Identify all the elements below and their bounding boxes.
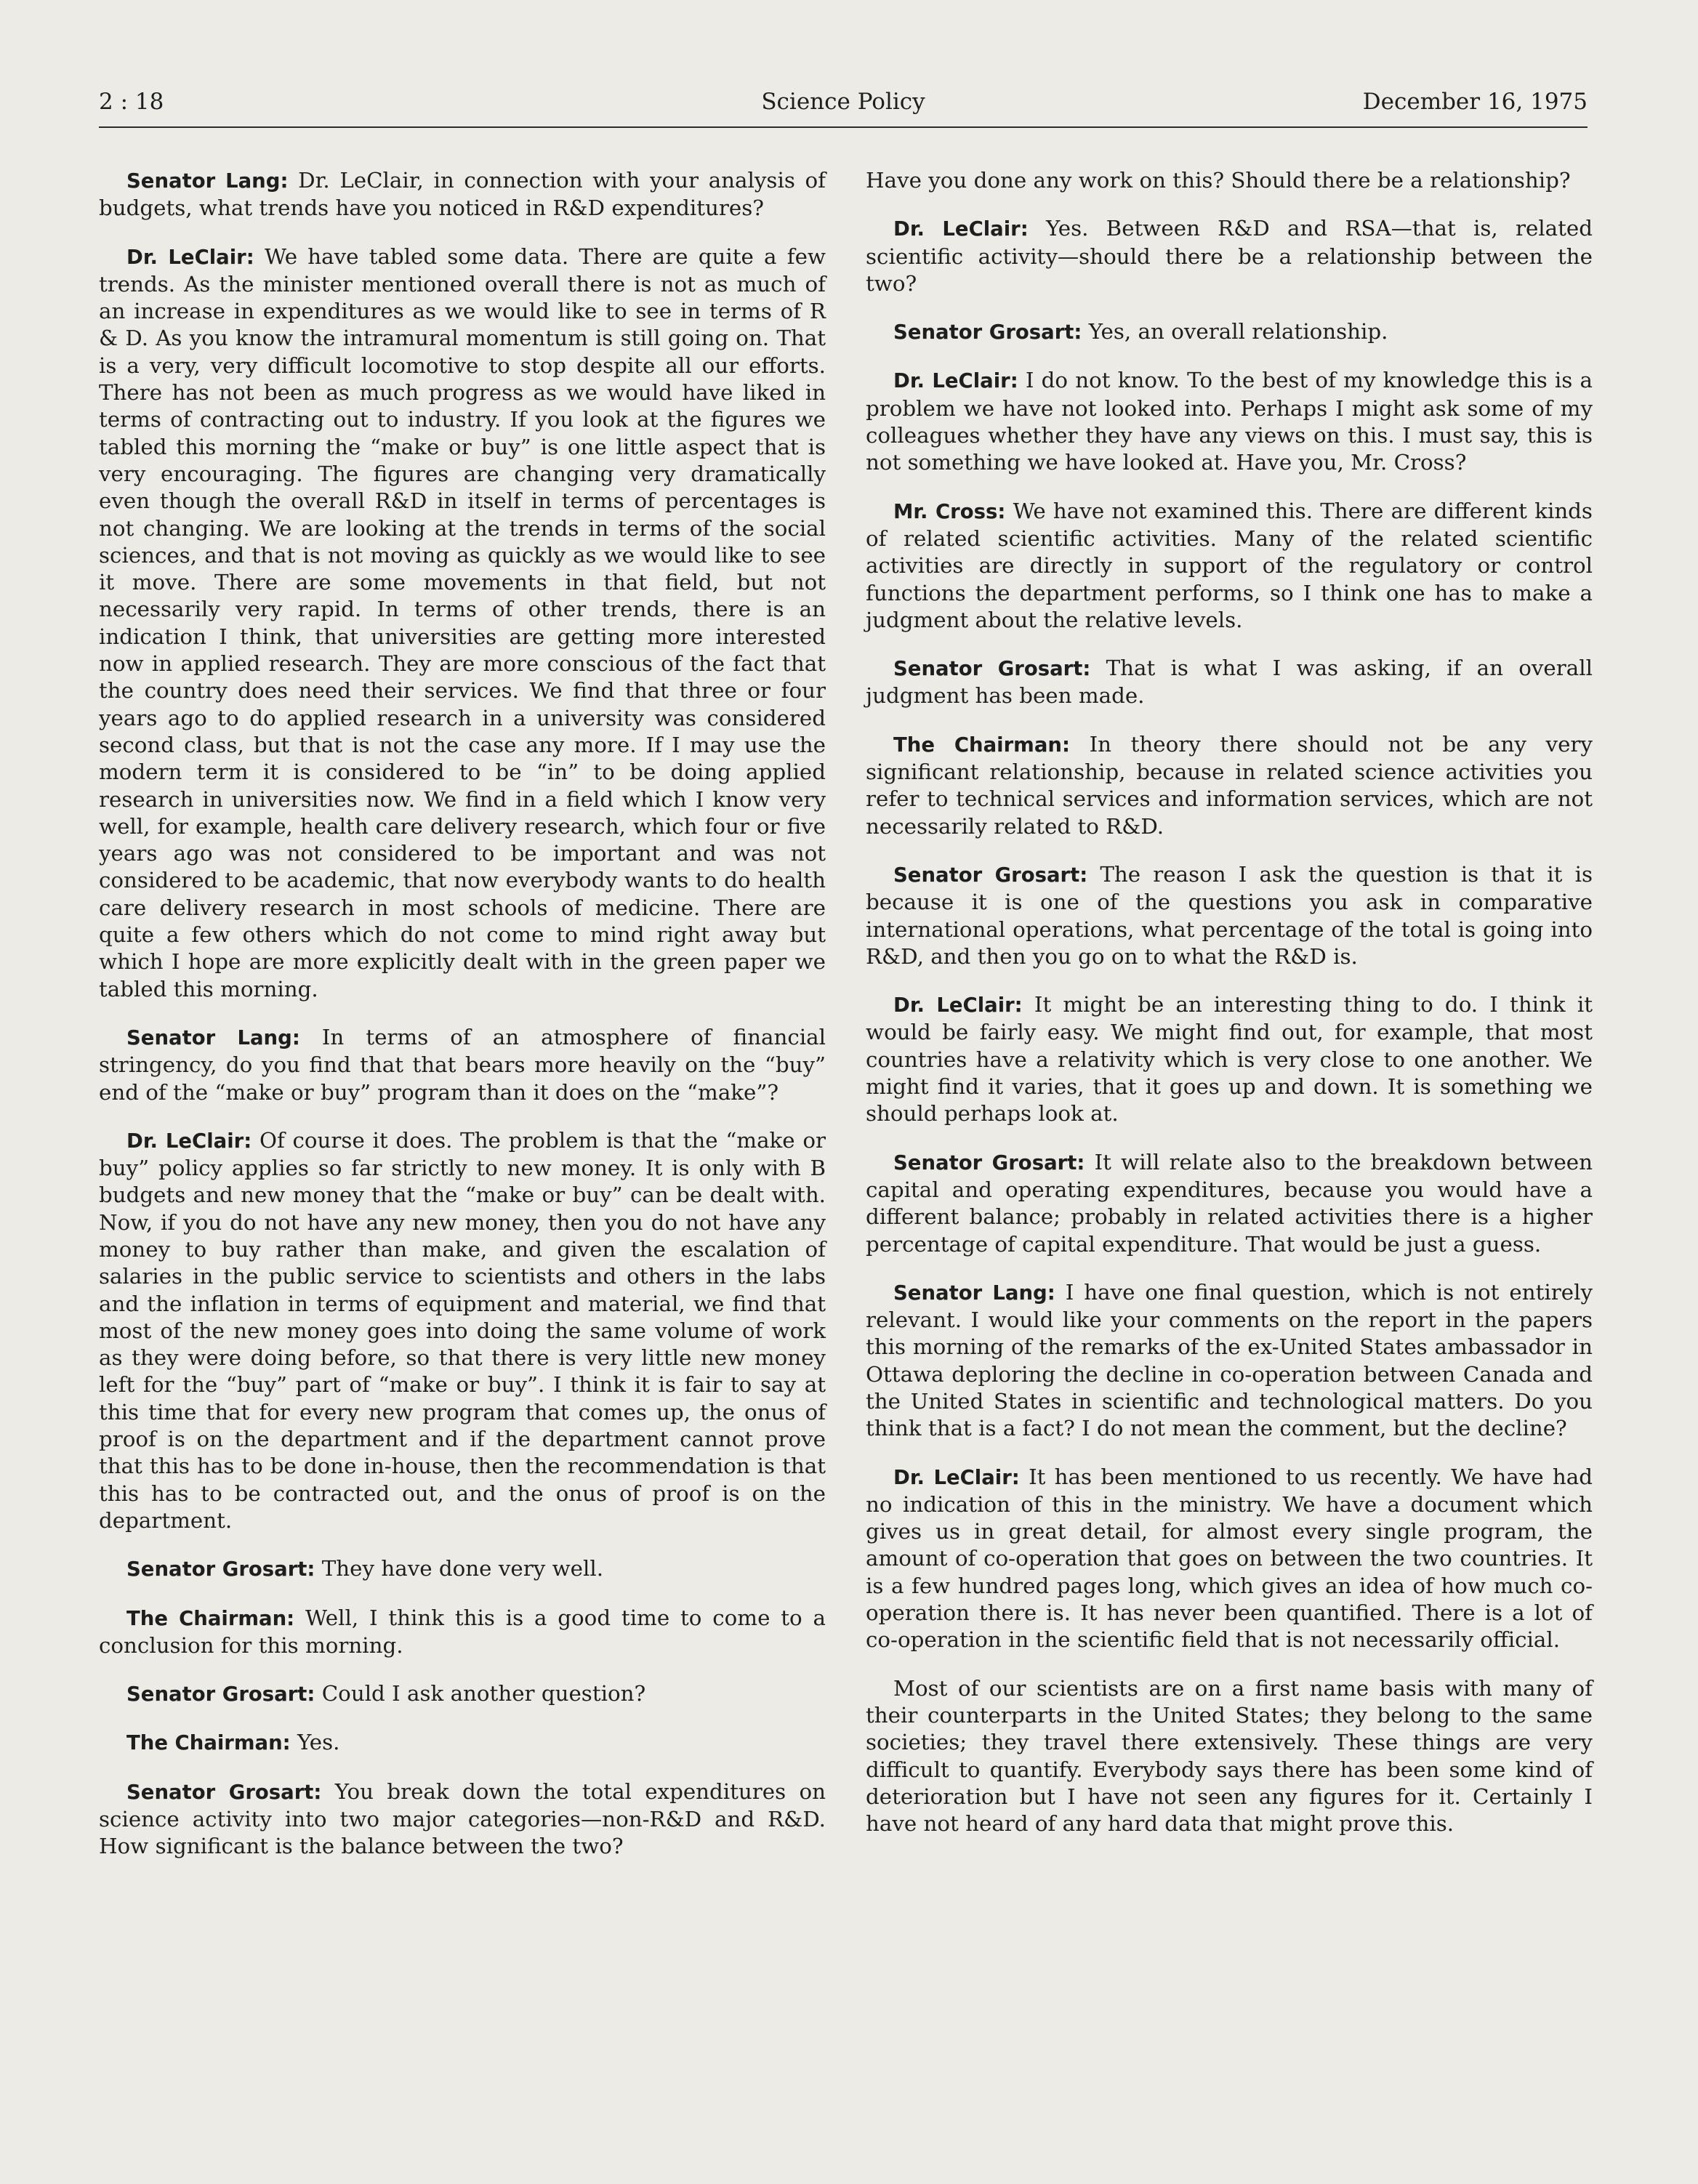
paragraph <box>99 1680 826 1708</box>
paragraph <box>866 655 1593 710</box>
paragraph-text: In theory there should not be any very significant relationship, because in related science activities you refer to technical services and information services, which are not necessarily related to R&D. <box>866 731 1593 839</box>
speaker: The Chairman: <box>893 733 1070 757</box>
speaker: Senator Lang: <box>893 1281 1055 1305</box>
paragraph <box>99 1778 826 1861</box>
page-header <box>99 86 1588 128</box>
paragraph-text: Most of our scientists are on a first name basis with many of their counterparts in the United States; they belong to the same societies; they travel there extensively. These things are very difficult to quantify. Everybody says there has been some kind of deterioration but I have not seen any figures for it. Certainly I have not heard of any hard data that might prove this. <box>866 1675 1593 1837</box>
paragraph-continuation <box>866 167 1593 194</box>
speaker: Senator Grosart: <box>893 321 1082 344</box>
speaker: Dr. LeClair: <box>893 1465 1020 1489</box>
paragraph-text: Yes, an overall relationship. <box>1088 319 1388 344</box>
paragraph <box>866 498 1593 634</box>
speaker: Mr. Cross: <box>893 499 1006 523</box>
paragraph <box>866 731 1593 840</box>
speaker: Senator Lang: <box>126 169 289 193</box>
speaker: Dr. LeClair: <box>126 1129 252 1153</box>
speaker: Dr. LeClair: <box>893 217 1029 241</box>
paragraph <box>866 1149 1593 1258</box>
paragraph-text: Of course it does. The problem is that the “make or buy” policy applies so far strictly to new money. It is only with B budgets and new money that the “make or buy” can be dealt with. Now, if you do not have any new money, then you do not have any money to buy rather than make, and given the escalation of salaries in the public service to scientists and others in the labs and the inflation in terms of equipment and material, we find that most of the new money goes into doing the same volume of work as they were doing before, so that there is very little new money left for the “buy” part of “make or buy”. I think it is fair to say at this time that for every new program that comes up, the onus of proof is on the department and if the department cannot prove that this has to be done in-house, then the recommendation is that this has to be contracted out, and the onus of proof is on the department. <box>99 1127 826 1533</box>
left-column <box>99 167 826 1882</box>
issue-date: December 16, 1975 <box>1362 89 1588 115</box>
speaker: Senator Grosart: <box>126 1683 315 1706</box>
paragraph-text: We have tabled some data. There are quite a few trends. As the minister mentioned overall there is not as much of an increase in expenditures as we would like to see in terms of R & D. As you know the intramural momentum is still going on. That is a very, very difficult locomotive to stop despite all our efforts. There has not been as much progress as we would have liked in terms of contracting out to industry. If you look at the figures we tabled this morning the “make or buy” is one little aspect that is very encouraging. The figures are changing very dramatically even though the overall R&D in itself in terms of percentages is not changing. We are looking at the trends in terms of the social sciences, and that is not moving as quickly as we would like to see it move. There are some movements in that field, but not necessarily very rapid. In terms of other trends, there is an indication I think, that universities are getting more interested now in applied research. They are more conscious of the fact that the country does need their services. We find that three or four years ago to do applied research in a university was considered second class, but that is not the case any more. If I may use the modern term it is considered to be “in” to be doing applied research in universities now. We find in a field which I know very well, for example, health care delivery research, which four or five years ago was not considered to be important and was not considered to be academic, that now everybody wants to do health care delivery research in most schools of medicine. There are quite a few others which do not come to mind right away but which I hope are more explicitly dealt with in the green paper we tabled this morning. <box>99 243 826 1002</box>
paragraph-text: Yes. Between R&D and RSA—that is, related scientific activity—should there be a relationship between the two? <box>866 216 1593 296</box>
paragraph <box>99 1127 826 1534</box>
speaker: The Chairman: <box>126 1606 295 1630</box>
paragraph <box>99 1555 826 1583</box>
paragraph-text: You break down the total expenditures on science activity into two major categories—non-R&D and R&D. How significant is the balance between the two? <box>99 1778 826 1859</box>
paragraph-text: Dr. LeClair, in connection with your analysis of budgets, what trends have you noticed in R&D expenditures? <box>99 168 826 221</box>
paragraph <box>866 318 1593 346</box>
paragraph <box>99 1605 826 1660</box>
journal-title: Science Policy <box>761 89 925 115</box>
speaker: Dr. LeClair: <box>126 245 254 269</box>
paragraph-text: Have you done any work on this? Should there be a relationship? <box>866 168 1571 193</box>
paragraph <box>866 367 1593 476</box>
paragraph <box>866 215 1593 297</box>
paragraph-text: I have one final question, which is not entirely relevant. I would like your comments on the report in the papers this morning of the remarks of the ex-United States ambassador in Ottawa deploring the decline in co-operation between Canada and the United States in scientific and technological matters. Do you think that is a fact? I do not mean the comment, but the decline? <box>866 1279 1593 1441</box>
paragraph-text: It might be an interesting thing to do. I think it would be fairly easy. We might find out, for example, that most countries have a relativity which is very close to one another. We might find it varies, that it goes up and down. It is something we should perhaps look at. <box>866 992 1593 1127</box>
paragraph-text: In terms of an atmosphere of financial stringency, do you find that that bears more heavily on the “buy” end of the “make or buy” program than it does on the “make”? <box>99 1024 826 1105</box>
paragraph-text: It will relate also to the breakdown between capital and operating expenditures, because you would have a different balance; probably in related activities there is a higher percentage of capital expenditure. That would be just a guess. <box>866 1149 1593 1257</box>
paragraph <box>99 1729 826 1757</box>
paragraph <box>99 243 826 1003</box>
paragraph <box>866 1464 1593 1654</box>
paragraph-text: The reason I ask the question is that it is because it is one of the questions you ask in comparative international operations, what percentage of the total is going into R&D, and then you go on to what the R&D is. <box>866 861 1593 969</box>
speaker: Senator Grosart: <box>126 1780 322 1804</box>
paragraph-text: They have done very well. <box>321 1556 604 1581</box>
page-number: 2 : 18 <box>99 89 164 115</box>
speaker: Senator Grosart: <box>893 1151 1085 1174</box>
paragraph-text: I do not know. To the best of my knowledge this is a problem we have not looked into. Perhaps I might ask some of my colleagues whether they have any views on this. I must say, this is not something we have looked at. Have you, Mr. Cross? <box>866 368 1593 475</box>
paragraph <box>99 1024 826 1106</box>
paragraph-text: It has been mentioned to us recently. We have had no indication of this in the ministry. We have a document which gives us in great detail, for almost every single program, the amount of co-operation that goes on between the two countries. It is a few hundred pages long, which gives an idea of how much co-operation there is. It has never been quantified. There is a lot of co-operation in the scientific field that is not necessarily official. <box>866 1464 1593 1653</box>
speaker: Senator Grosart: <box>893 863 1088 887</box>
paragraph-text: Could I ask another question? <box>321 1681 646 1706</box>
paragraph <box>866 1279 1593 1443</box>
paragraph <box>866 861 1593 970</box>
paragraph-text: We have not examined this. There are different kinds of related scientific activities. Many of the related scientific activities are directly in support of the regulatory or control functions the department performs, so I think one has to make a judgment about the relative levels. <box>866 498 1593 632</box>
speaker: Senator Grosart: <box>126 1558 315 1581</box>
speaker: Dr. LeClair: <box>893 994 1023 1018</box>
paragraph <box>866 991 1593 1127</box>
paragraph <box>99 167 826 222</box>
paragraph-text: That is what I was asking, if an overall judgment has been made. <box>866 656 1593 709</box>
speaker: The Chairman: <box>126 1731 291 1755</box>
speaker: Senator Lang: <box>126 1025 300 1049</box>
paragraph-text: Yes. <box>297 1730 340 1755</box>
speaker: Dr. LeClair: <box>893 369 1018 393</box>
paragraph-text: Well, I think this is a good time to come to a conclusion for this morning. <box>99 1605 826 1658</box>
speaker: Senator Grosart: <box>893 657 1091 681</box>
paragraph <box>866 1675 1593 1838</box>
right-column <box>866 167 1593 1858</box>
